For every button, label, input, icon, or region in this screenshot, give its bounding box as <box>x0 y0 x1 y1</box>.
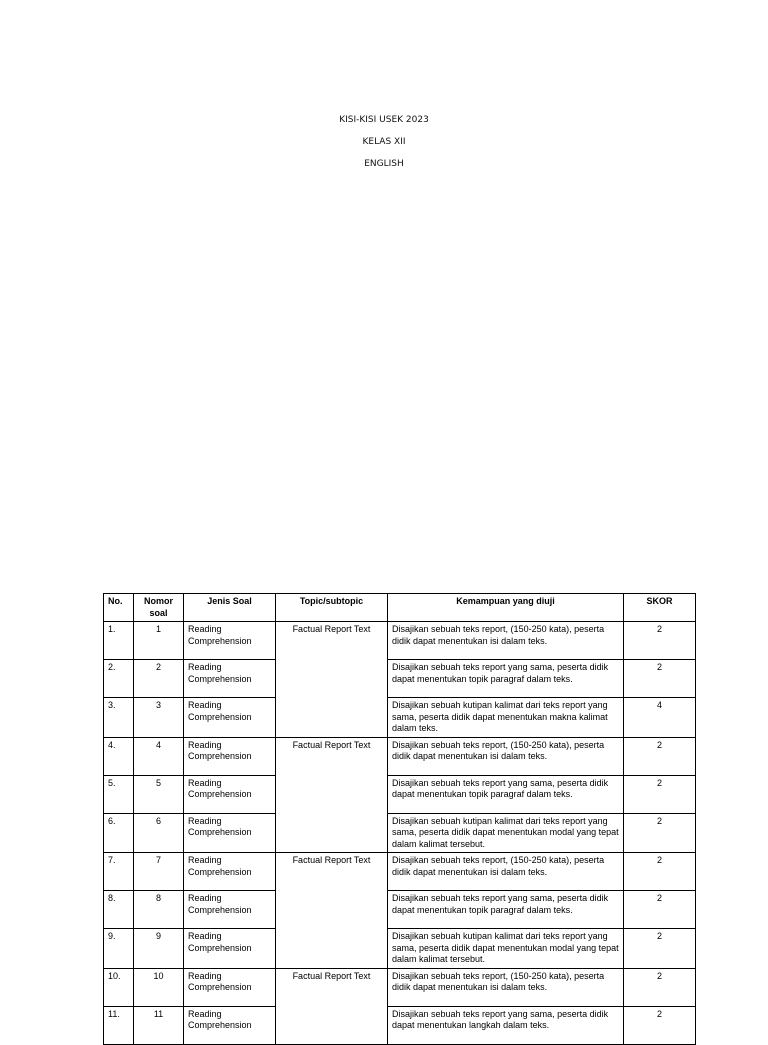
table-row <box>104 891 696 929</box>
cell-no: 11. <box>104 1006 134 1044</box>
col-header-kemampuan: Kemampuan yang diuji <box>388 594 624 622</box>
cell-kemampuan: Disajikan sebuah teks report yang sama, peserta didik dapat menentukan topik paragraf dalam teks. <box>388 660 624 698</box>
cell-nomor: 9 <box>134 929 184 969</box>
cell-no: 4. <box>104 737 134 775</box>
document-header <box>0 110 768 176</box>
cell-skor: 2 <box>624 853 696 891</box>
cell-jenis: Reading Comprehension <box>184 660 276 698</box>
cell-kemampuan: Disajikan sebuah teks report, (150-250 kata), peserta didik dapat menentukan isi dalam teks. <box>388 853 624 891</box>
cell-nomor: 5 <box>134 775 184 813</box>
col-header-nomor-soal: Nomor soal <box>134 594 184 622</box>
cell-nomor: 10 <box>134 968 184 1006</box>
kisi-kisi-table <box>103 593 696 1045</box>
col-header-jenis-soal: Jenis Soal <box>184 594 276 622</box>
doc-subject: ENGLISH <box>364 159 404 169</box>
cell-jenis: Reading Comprehension <box>184 622 276 660</box>
cell-jenis: Reading Comprehension <box>184 853 276 891</box>
cell-no: 6. <box>104 813 134 853</box>
cell-no: 1. <box>104 622 134 660</box>
table-row <box>104 929 696 969</box>
cell-topic: Factual Report Text <box>276 622 388 738</box>
table-row <box>104 1006 696 1044</box>
cell-skor: 2 <box>624 929 696 969</box>
col-header-skor: SKOR <box>624 594 696 622</box>
cell-skor: 2 <box>624 813 696 853</box>
cell-skor: 2 <box>624 775 696 813</box>
table-row <box>104 968 696 1006</box>
doc-class: KELAS XII <box>362 137 406 147</box>
cell-topic: Factual Report Text <box>276 853 388 969</box>
cell-jenis: Reading Comprehension <box>184 891 276 929</box>
cell-skor: 2 <box>624 891 696 929</box>
cell-jenis: Reading Comprehension <box>184 698 276 738</box>
cell-jenis: Reading Comprehension <box>184 737 276 775</box>
cell-jenis: Reading Comprehension <box>184 1006 276 1044</box>
col-header-topic: Topic/subtopic <box>276 594 388 622</box>
cell-topic: Factual Report Text <box>276 737 388 853</box>
cell-nomor: 6 <box>134 813 184 853</box>
cell-no: 8. <box>104 891 134 929</box>
cell-no: 2. <box>104 660 134 698</box>
cell-kemampuan: Disajikan sebuah kutipan kalimat dari teks report yang sama, peserta didik dapat menentukan modal yang tepat dalam kalimat tersebut. <box>388 929 624 969</box>
cell-kemampuan: Disajikan sebuah kutipan kalimat dari teks report yang sama, peserta didik dapat menentukan modal yang tepat dalam kalimat tersebut. <box>388 813 624 853</box>
cell-kemampuan: Disajikan sebuah teks report, (150-250 kata), peserta didik dapat menentukan isi dalam teks. <box>388 622 624 660</box>
table-row <box>104 775 696 813</box>
cell-topic: Factual Report Text <box>276 968 388 1044</box>
cell-kemampuan: Disajikan sebuah teks report yang sama, peserta didik dapat menentukan topik paragraf dalam teks. <box>388 775 624 813</box>
cell-nomor: 4 <box>134 737 184 775</box>
doc-title: KISI-KISI USEK 2023 <box>339 115 429 125</box>
cell-jenis: Reading Comprehension <box>184 929 276 969</box>
table-header-row <box>104 594 696 622</box>
cell-skor: 2 <box>624 737 696 775</box>
cell-skor: 2 <box>624 622 696 660</box>
table-row <box>104 813 696 853</box>
cell-kemampuan: Disajikan sebuah teks report, (150-250 kata), peserta didik dapat menentukan isi dalam teks. <box>388 737 624 775</box>
table-row <box>104 698 696 738</box>
cell-no: 9. <box>104 929 134 969</box>
cell-kemampuan: Disajikan sebuah kutipan kalimat dari teks report yang sama, peserta didik dapat menentukan makna kalimat dalam teks. <box>388 698 624 738</box>
table-row <box>104 737 696 775</box>
cell-skor: 2 <box>624 660 696 698</box>
cell-kemampuan: Disajikan sebuah teks report, (150-250 kata), peserta didik dapat menentukan isi dalam teks. <box>388 968 624 1006</box>
cell-nomor: 1 <box>134 622 184 660</box>
cell-nomor: 8 <box>134 891 184 929</box>
table-row <box>104 660 696 698</box>
cell-skor: 2 <box>624 968 696 1006</box>
cell-jenis: Reading Comprehension <box>184 775 276 813</box>
cell-kemampuan: Disajikan sebuah teks report yang sama, peserta didik dapat menentukan topik paragraf dalam teks. <box>388 891 624 929</box>
cell-no: 10. <box>104 968 134 1006</box>
cell-nomor: 3 <box>134 698 184 738</box>
cell-no: 5. <box>104 775 134 813</box>
cell-no: 7. <box>104 853 134 891</box>
cell-skor: 4 <box>624 698 696 738</box>
cell-nomor: 7 <box>134 853 184 891</box>
cell-nomor: 2 <box>134 660 184 698</box>
table-row <box>104 622 696 660</box>
cell-nomor: 11 <box>134 1006 184 1044</box>
cell-jenis: Reading Comprehension <box>184 968 276 1006</box>
cell-skor: 2 <box>624 1006 696 1044</box>
cell-kemampuan: Disajikan sebuah teks report yang sama, peserta didik dapat menentukan langkah dalam teks. <box>388 1006 624 1044</box>
cell-jenis: Reading Comprehension <box>184 813 276 853</box>
cell-no: 3. <box>104 698 134 738</box>
col-header-no: No. <box>104 594 134 622</box>
table-row <box>104 853 696 891</box>
